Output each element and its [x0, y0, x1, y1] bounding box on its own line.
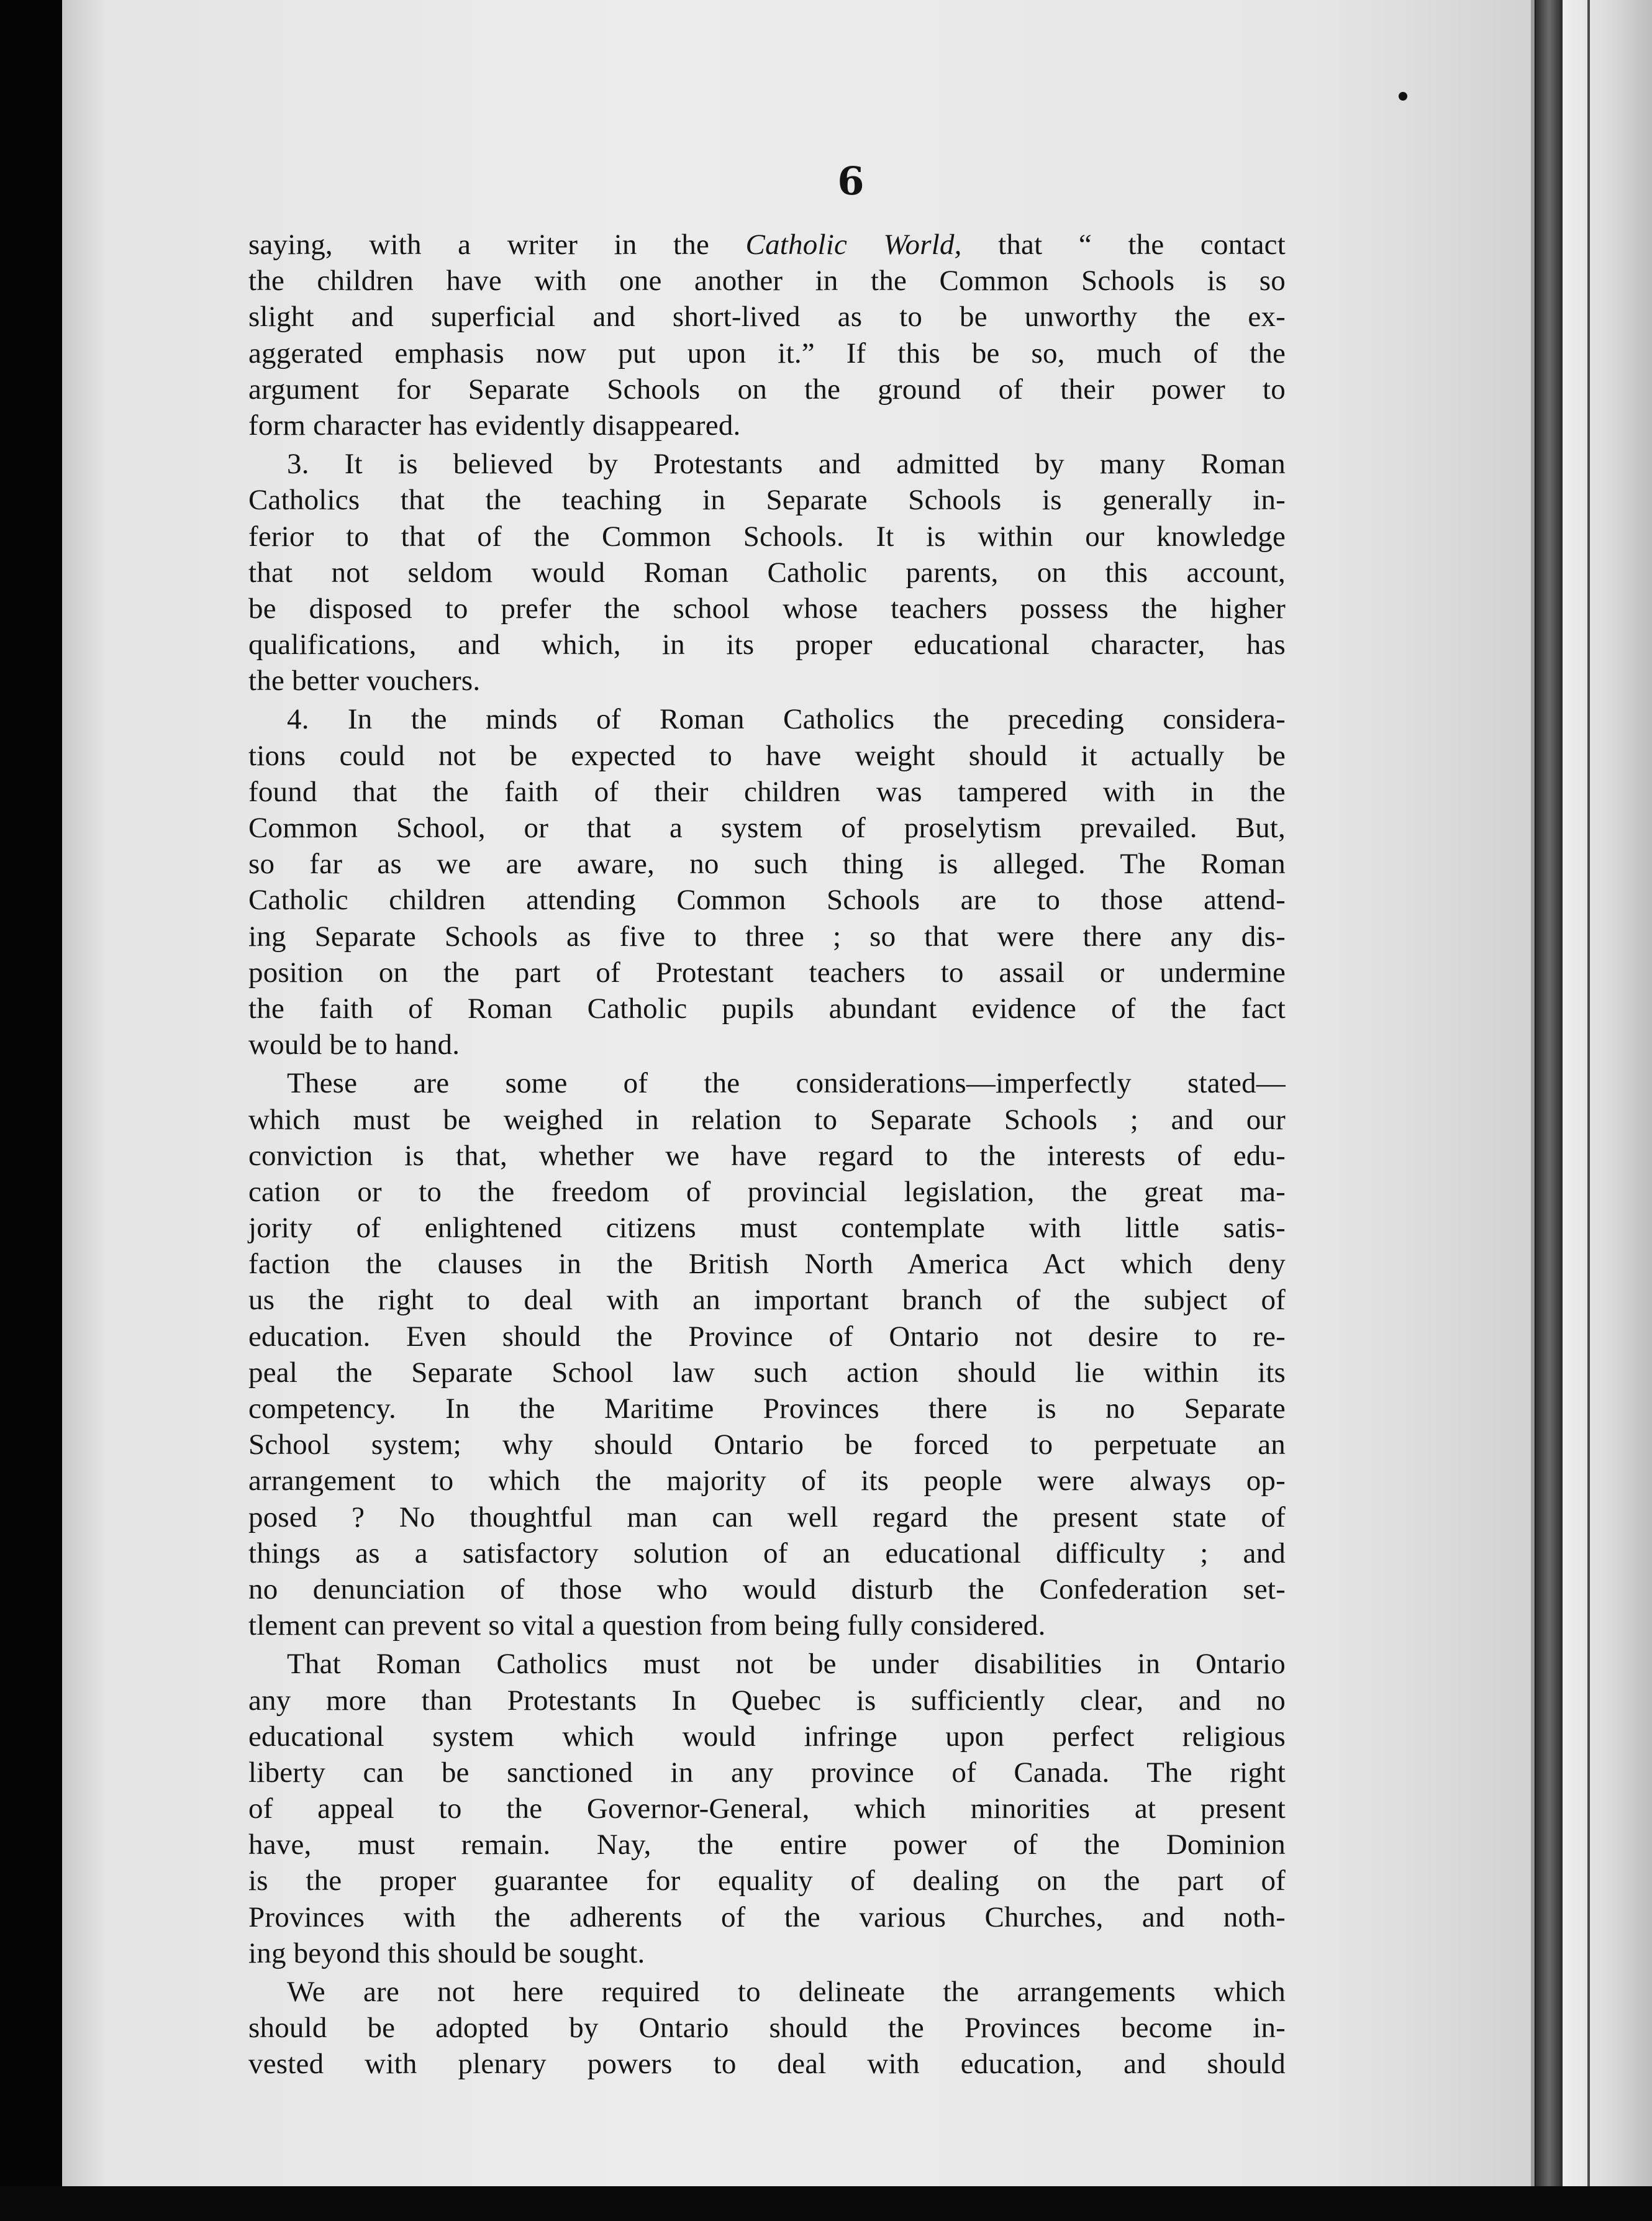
text-line: tlement can prevent so vital a question from being fully considered. — [248, 1609, 1046, 1642]
text-line: education. Even should the Province of Ontario not desire to re- — [248, 1320, 1286, 1353]
text-line: the children have with one another in the Common Schools is so — [248, 265, 1286, 297]
text-line: things as a satisfactory solution of an educational difficulty ; and — [248, 1537, 1286, 1569]
paragraph — [248, 1646, 1286, 1971]
book-spine-shadow — [1535, 0, 1563, 2221]
text-line: ferior to that of the Common Schools. It is within our knowledge — [248, 520, 1286, 553]
paragraph — [248, 1065, 1286, 1643]
text-line: posed ? No thoughtful man can well regard the present state of — [248, 1501, 1286, 1533]
text-line: found that the faith of their children was tampered with in the — [248, 775, 1286, 808]
paragraph — [248, 701, 1286, 1063]
text-line: of appeal to the Governor-General, which minorities at present — [248, 1792, 1286, 1825]
text-line: be disposed to prefer the school whose teachers possess the higher — [248, 592, 1286, 625]
scan-speck — [1399, 92, 1407, 101]
text-line: jority of enlightened citizens must contemplate with little satis- — [248, 1212, 1286, 1245]
paragraph — [248, 227, 1286, 443]
text-line: aggerated emphasis now put upon it.” If this be so, much of the — [248, 337, 1286, 370]
text-line: any more than Protestants In Quebec is sufficiently clear, and no — [248, 1684, 1286, 1717]
text-line: Catholic children attending Common Schools are to those attend- — [248, 884, 1286, 917]
text-line: 4. In the minds of Roman Catholics the preceding considera- — [287, 703, 1286, 736]
italic-title: Catholic World, — [745, 229, 962, 261]
text-line: liberty can be sanctioned in any province of Canada. The right — [248, 1756, 1286, 1789]
text-line: no denunciation of those who would disturb the Confederation set- — [248, 1573, 1286, 1606]
text-line: Provinces with the adherents of the various Churches, and noth- — [248, 1901, 1286, 1933]
text-line: Catholics that the teaching in Separate Schools is generally in- — [248, 484, 1286, 517]
scan-bottom-edge — [0, 2186, 1652, 2221]
text-line: These are some of the considerations—imperfectly stated— — [287, 1067, 1286, 1100]
text-line: argument for Separate Schools on the ground of their power to — [248, 373, 1286, 406]
paragraph — [248, 446, 1286, 699]
text-line: which must be weighed in relation to Separate Schools ; and our — [248, 1103, 1286, 1136]
text-line: faction the clauses in the British North America Act which deny — [248, 1248, 1286, 1281]
text-line: competency. In the Maritime Provinces there is no Separate — [248, 1392, 1286, 1425]
text-line: Common School, or that a system of proselytism prevailed. But, — [248, 812, 1286, 844]
text-line: cation or to the freedom of provincial legislation, the great ma- — [248, 1175, 1286, 1208]
text-line: slight and superficial and short-lived as to be unworthy the ex- — [248, 301, 1286, 334]
text-line: We are not here required to delineate the arrangements which — [287, 1976, 1286, 2008]
text-line: ing Separate Schools as five to three ; so that were there any dis- — [248, 920, 1286, 953]
text-line: that not seldom would Roman Catholic parents, on this account, — [248, 556, 1286, 589]
text-line: is the proper guarantee for equality of dealing on the part of — [248, 1864, 1286, 1897]
text-line: peal the Separate School law such action should lie within its — [248, 1356, 1286, 1389]
text-line: School system; why should Ontario be forced to perpetuate an — [248, 1428, 1286, 1461]
text-line: the better vouchers. — [248, 665, 481, 697]
facing-page-edge — [1563, 0, 1652, 2221]
page-number: 6 — [837, 158, 865, 204]
text-line: the faith of Roman Catholic pupils abundant evidence of the fact — [248, 992, 1286, 1025]
text-line: would be to hand. — [248, 1029, 460, 1061]
text-line: That Roman Catholics must not be under disabilities in Ontario — [287, 1648, 1286, 1681]
text-line: arrangement to which the majority of its people were always op- — [248, 1465, 1286, 1497]
text-line: 3. It is believed by Protestants and admitted by many Roman — [287, 448, 1286, 481]
text-line: qualifications, and which, in its proper educational character, has — [248, 629, 1286, 661]
text-line: ing beyond this should be sought. — [248, 1937, 645, 1969]
text-line: educational system which would infringe upon perfect religious — [248, 1720, 1286, 1753]
text-line: us the right to deal with an important branch of the subject of — [248, 1284, 1286, 1317]
text-line: tions could not be expected to have weight should it actually be — [248, 739, 1286, 772]
text-line: vested with plenary powers to deal with education, and should — [248, 2048, 1286, 2081]
text-line: position on the part of Protestant teachers to assail or undermine — [248, 956, 1286, 989]
text-line: have, must remain. Nay, the entire power of the Dominion — [248, 1828, 1286, 1861]
text-line: so far as we are aware, no such thing is alleged. The Roman — [248, 848, 1286, 881]
text-line: form character has evidently disappeared. — [248, 409, 741, 442]
text-line: conviction is that, whether we have regard to the interests of edu- — [248, 1139, 1286, 1172]
paragraph — [248, 1974, 1286, 2082]
text-line: saying, with a writer in the Catholic World, that “ the contact — [248, 229, 1286, 261]
text-line: should be adopted by Ontario should the Provinces become in- — [248, 2012, 1286, 2045]
body-text — [248, 227, 1286, 2082]
